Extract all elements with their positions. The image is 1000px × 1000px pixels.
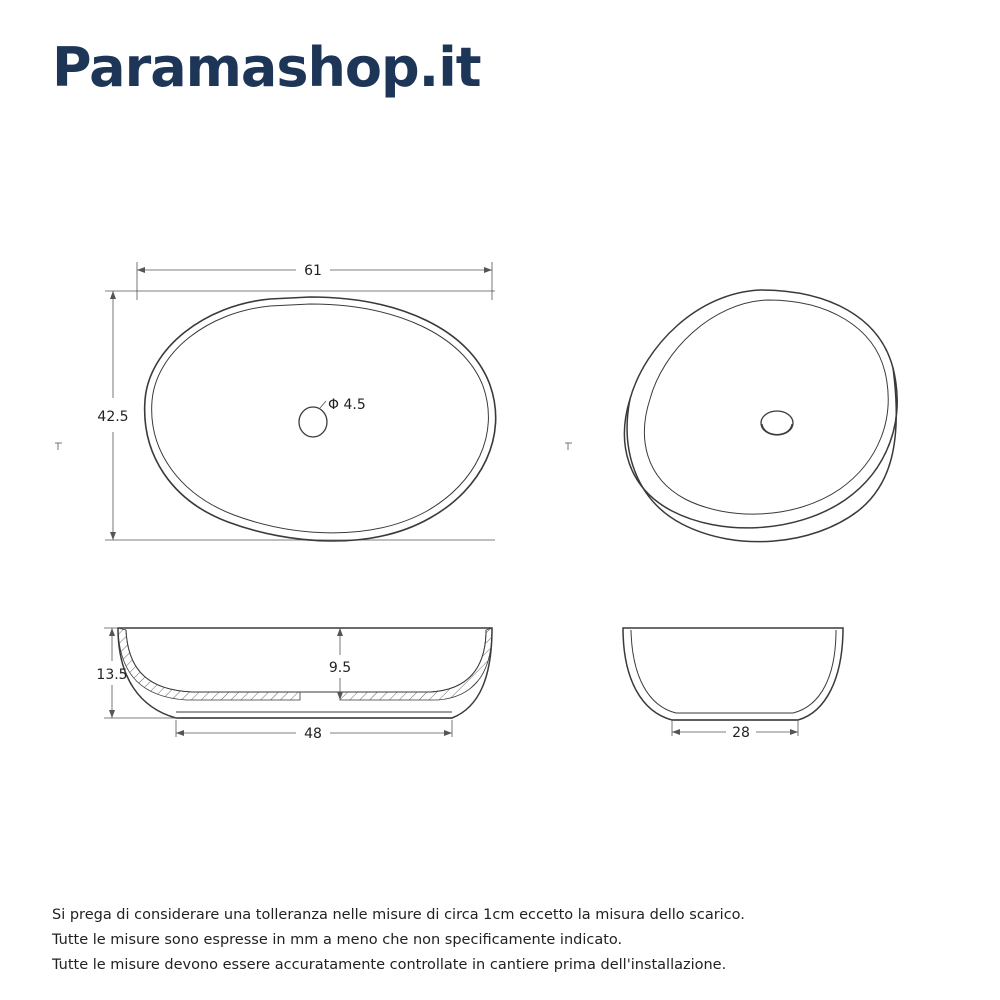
note-line-1: Si prega di considerare una tolleranza nelle misure di circa 1cm eccetto la misura dello scarico.	[52, 907, 745, 923]
front-inner-height-label: 9.5	[328, 660, 352, 676]
perspective-view-group	[624, 290, 897, 542]
front-inner-profile	[126, 630, 486, 692]
drain-depth-perspective	[762, 424, 792, 435]
basin-outer-edge	[145, 297, 496, 541]
side-outer-profile	[623, 628, 843, 720]
top-view-group	[55, 262, 572, 541]
side-section-group	[623, 628, 843, 736]
side-base-label: 28	[732, 725, 750, 741]
notes-block	[52, 903, 952, 978]
front-section-group	[104, 628, 492, 737]
side-inner-profile	[631, 630, 836, 713]
front-height-label: 13.5	[96, 667, 128, 683]
perspective-top-rim	[624, 290, 897, 528]
front-base-label: 48	[304, 726, 322, 742]
top-width-label: 61	[304, 263, 322, 279]
note-line-3: Tutte le misure devono essere accuratamente controllate in cantiere prima dell'installazione.	[52, 957, 727, 973]
front-section-hatch-left	[118, 628, 300, 700]
perspective-bowl-body	[627, 368, 896, 542]
front-outer-profile	[118, 628, 492, 718]
note-line-2: Tutte le misure sono espresse in mm a meno che non specificamente indicato.	[52, 932, 623, 948]
basin-inner-rim	[152, 304, 489, 533]
top-height-label: 42.5	[97, 409, 129, 425]
brand-logo: Paramashop.it	[52, 36, 481, 99]
perspective-inner-rim	[644, 300, 888, 514]
drain-hole-top	[299, 407, 327, 437]
front-section-hatch-right	[340, 628, 492, 700]
drain-diameter-label: Φ 4.5	[328, 397, 366, 413]
